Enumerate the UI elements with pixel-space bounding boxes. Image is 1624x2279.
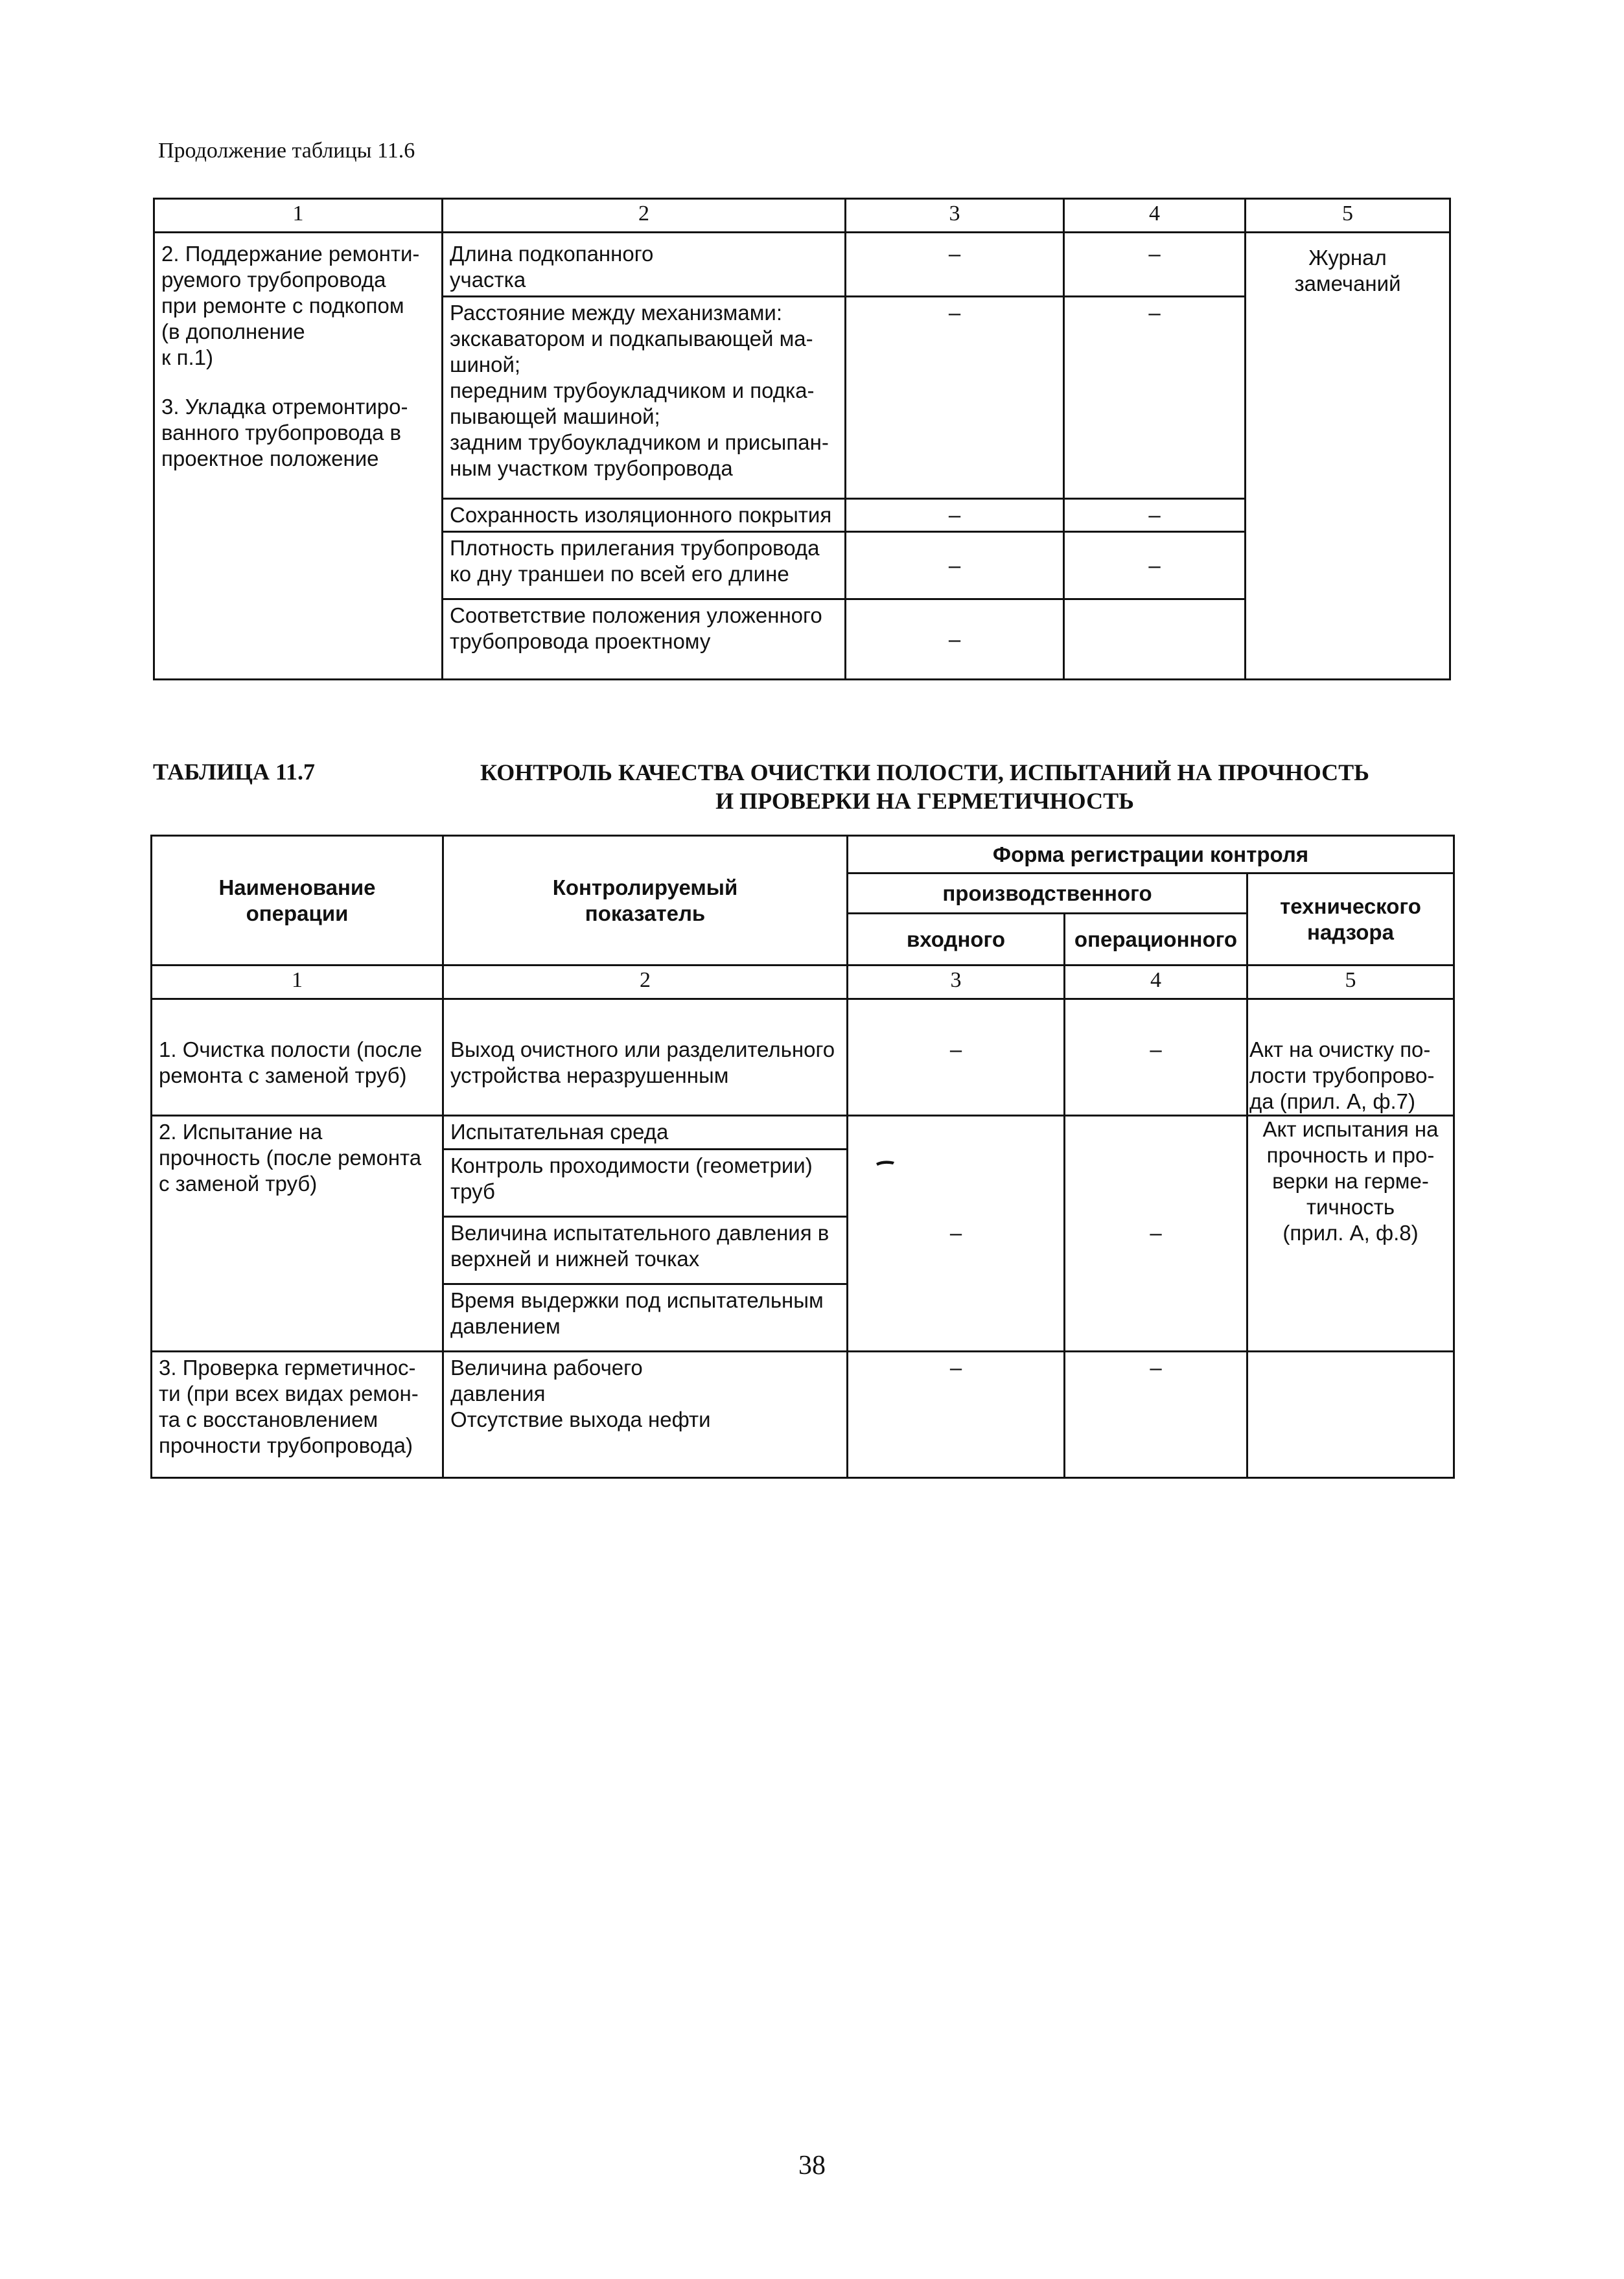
col-number: 5 xyxy=(1247,966,1454,999)
indicator-cell: Контроль проходимости (геометрии) труб xyxy=(443,1149,848,1216)
registration-cell: Акт на очистку по- лости трубопрово- да (прил. А, ф.7) xyxy=(1247,1037,1454,1116)
header-row xyxy=(152,836,1454,873)
header-indicator: Контролируемый показатель xyxy=(443,836,848,966)
value-cell xyxy=(1064,599,1246,680)
indicator-cell xyxy=(443,532,846,599)
table-11-6-continuation xyxy=(153,198,1451,680)
indicator-text: Плотность прилегания трубопровода ко дну траншеи по всей его длине xyxy=(450,536,820,586)
col-number: 3 xyxy=(846,199,1064,233)
header-incoming: входного xyxy=(848,914,1065,966)
spacer-row xyxy=(152,999,1454,1037)
value-cell: – xyxy=(1064,233,1246,297)
header-production: производственного xyxy=(848,873,1247,914)
value-cell: – xyxy=(848,1037,1065,1116)
col-number: 4 xyxy=(1065,966,1247,999)
value-cell: – xyxy=(1064,532,1246,599)
registration-cell: Акт испытания на прочность и про- верки на герме- тичность (прил. А, ф.8) xyxy=(1247,1115,1454,1351)
value-cell: – xyxy=(1064,499,1246,532)
indicator-cell xyxy=(443,599,846,680)
col-number: 2 xyxy=(443,199,846,233)
header-operation: Наименование операции xyxy=(152,836,443,966)
table-11-7 xyxy=(150,835,1455,1479)
operation-cell: 2. Испытание на прочность (после ремонта с заменой труб) xyxy=(152,1115,443,1351)
value-cell: – xyxy=(846,599,1064,680)
registration-text: Журнал замечаний xyxy=(1294,246,1401,295)
value-cell: – xyxy=(1065,1351,1247,1477)
indicator-text: Соответствие положения уложенного трубопровода проектному xyxy=(450,603,822,653)
indicator-cell: Испытательная среда xyxy=(443,1115,848,1149)
spacer-cell xyxy=(1065,999,1247,1037)
col-number: 4 xyxy=(1064,199,1246,233)
indicator-text: Сохранность изоляционного покрытия xyxy=(450,503,832,527)
table-label: ТАБЛИЦА 11.7 xyxy=(153,759,315,785)
col-number: 1 xyxy=(152,966,443,999)
header-registration-form: Форма регистрации контроля xyxy=(848,836,1454,873)
spacer-cell xyxy=(443,999,848,1037)
indicator-cell: Величина испытательного давления в верхней и нижней точках xyxy=(443,1216,848,1284)
value-cell: – xyxy=(1064,297,1246,499)
indicator-text: Длина подкопанного участка xyxy=(450,242,654,292)
registration-cell xyxy=(1247,1351,1454,1477)
col-number: 2 xyxy=(443,966,848,999)
value-cell: – xyxy=(846,233,1064,297)
indicator-text: Расстояние между механизмами: экскаватором и подкапывающей ма- шиной; передним трубоукладчиком и подка- пывающей машиной; задним трубоукладчиком и присыпан- ным участком трубопровода xyxy=(450,301,829,480)
operation-cell: 1. Очистка полости (после ремонта с заменой труб) xyxy=(152,1037,443,1116)
indicator-cell xyxy=(443,297,846,499)
indicator-cell xyxy=(443,233,846,297)
value-cell: – xyxy=(846,297,1064,499)
value-cell: – xyxy=(846,532,1064,599)
table-title: КОНТРОЛЬ КАЧЕСТВА ОЧИСТКИ ПОЛОСТИ, ИСПЫТАНИЙ НА ПРОЧНОСТЬ И ПРОВЕРКИ НА ГЕРМЕТИЧНОСТЬ xyxy=(480,759,1369,814)
column-number-row xyxy=(154,199,1450,233)
value-cell: – xyxy=(848,1115,1065,1351)
table-11-7-heading xyxy=(150,753,1453,824)
indicator-cell: Выход очистного или разделительного устройства неразрушенным xyxy=(443,1037,848,1116)
operation-text: 2. Поддержание ремонти- руемого трубопровода при ремонте с подкопом (в дополнение к п.1) xyxy=(161,242,420,369)
table-row xyxy=(152,1115,1454,1149)
operation-cell xyxy=(154,233,443,680)
indicator-cell: Величина рабочего давления Отсутствие выхода нефти xyxy=(443,1351,848,1477)
operation-text: 3. Укладка отремонтиро- ванного трубопровода в проектное положение xyxy=(161,395,408,470)
operation-cell: 3. Проверка герметичнос- ти (при всех видах ремон- та с восстановлением прочности трубопровода) xyxy=(152,1351,443,1477)
registration-cell xyxy=(1246,233,1450,680)
value-cell: – xyxy=(1065,1037,1247,1116)
spacer-cell xyxy=(1247,999,1454,1037)
spacer-cell xyxy=(848,999,1065,1037)
table-continuation-caption: Продолжение таблицы 11.6 xyxy=(158,139,415,163)
ink-mark-icon xyxy=(875,1157,901,1170)
value-cell: – xyxy=(1065,1115,1247,1351)
value-cell: – xyxy=(846,499,1064,532)
value-cell: – xyxy=(848,1351,1065,1477)
spacer-cell xyxy=(152,999,443,1037)
col-number: 3 xyxy=(848,966,1065,999)
indicator-cell xyxy=(443,499,846,532)
header-technical-supervision: технического надзора xyxy=(1247,873,1454,966)
table-row xyxy=(152,1037,1454,1116)
header-operational: операционного xyxy=(1065,914,1247,966)
table-row xyxy=(152,1351,1454,1477)
indicator-cell: Время выдержки под испытательным давлением xyxy=(443,1284,848,1351)
col-number: 1 xyxy=(154,199,443,233)
column-number-row xyxy=(152,966,1454,999)
col-number: 5 xyxy=(1246,199,1450,233)
page-number: 38 xyxy=(798,2151,826,2181)
table-row xyxy=(154,233,1450,297)
